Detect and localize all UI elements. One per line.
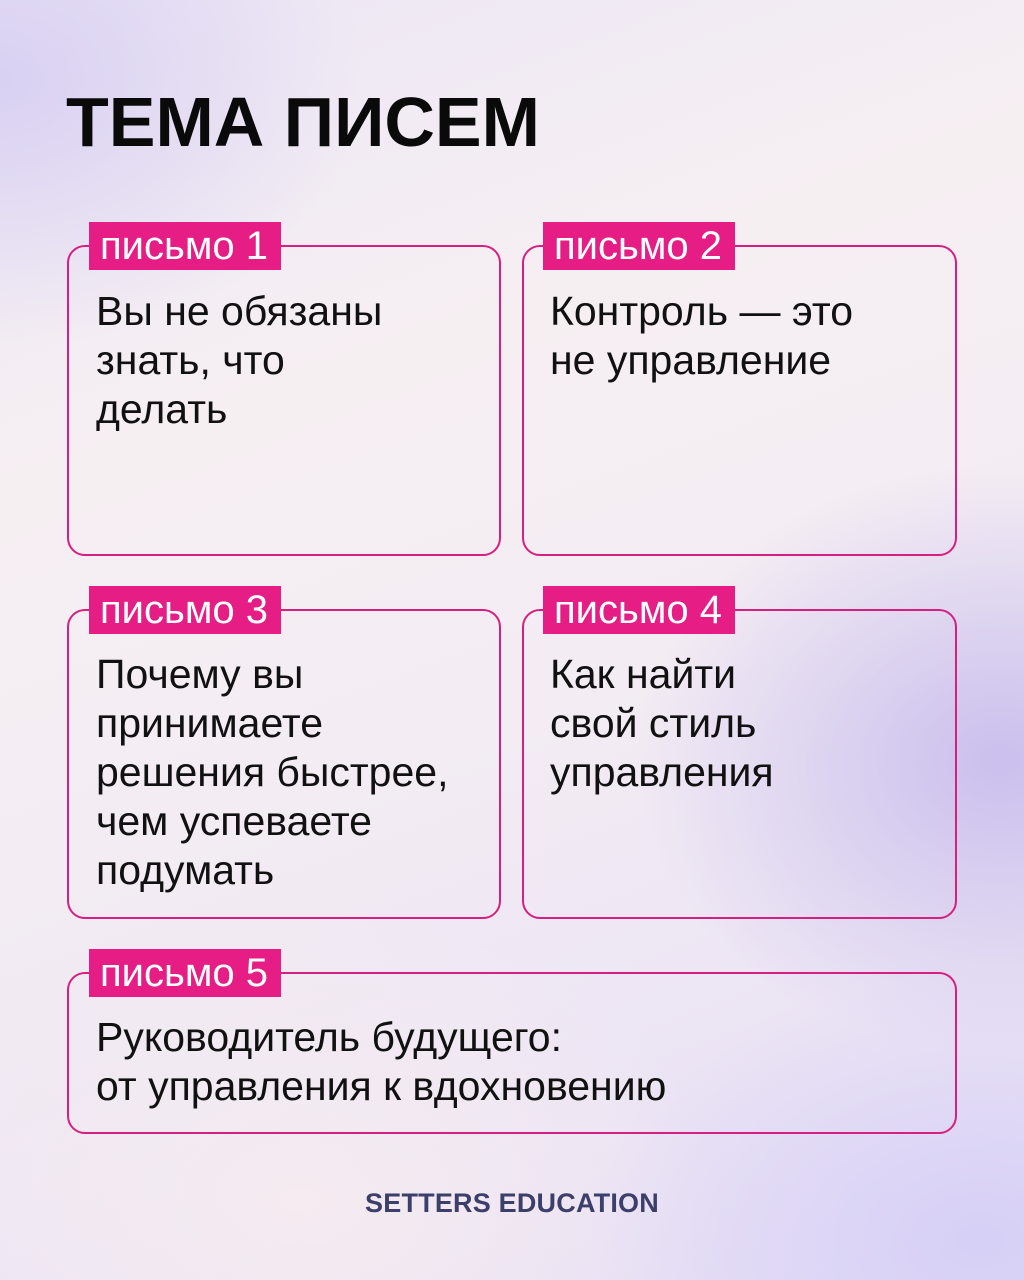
brand-footer: SETTERS EDUCATION: [365, 1188, 659, 1218]
letter-tag-1: письмо 1: [89, 222, 281, 270]
letter-topic-2: Контроль — это не управление: [550, 288, 854, 383]
letter-topic-5: Руководитель будущего: от управления к вдохновению: [96, 1014, 667, 1109]
letter-tag-2: письмо 2: [543, 222, 735, 270]
letter-tag-5: письмо 5: [89, 949, 281, 997]
letter-tag-4: письмо 4: [543, 586, 735, 634]
page-title: ТЕМА ПИСЕМ: [66, 83, 540, 161]
letter-topic-3: Почему вы принимаете решения быстрее, чем успеваете подумать: [96, 651, 449, 893]
letter-tag-3: письмо 3: [89, 586, 281, 634]
letter-topic-1: Вы не обязаны знать, что делать: [96, 288, 383, 432]
letter-topic-4: Как найти свой стиль управления: [550, 651, 774, 795]
